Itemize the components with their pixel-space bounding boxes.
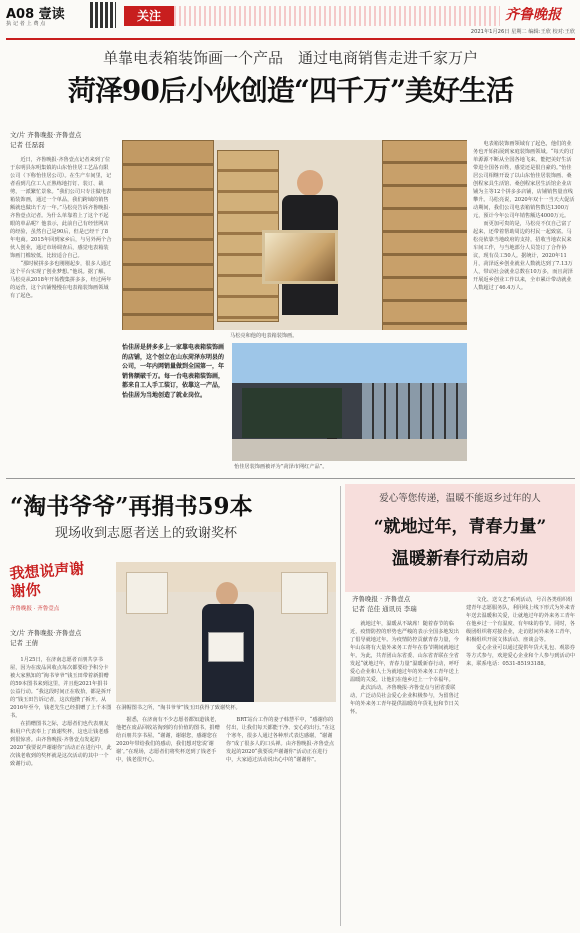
story1-photo-building bbox=[232, 343, 467, 461]
story3-headline-2: 温暖新春行动启动 bbox=[392, 549, 528, 569]
follow-tag: 关注 bbox=[124, 6, 174, 26]
story2-photo bbox=[116, 562, 336, 702]
story1-caption-2: 怡佳居装饰画被评为“菏泽市网红产品”。 bbox=[234, 464, 328, 470]
newspaper-logo: 齐鲁晚报 bbox=[505, 7, 561, 23]
masthead-rule bbox=[6, 38, 575, 40]
story2-column-3: BRT站台工作的妻子韩慧平中，“感谢你的付出，让我们每天都能干净、安心的出行。”在这个寒冬，很多人通过各种形式表达感谢，“谢谢你”成了很多人的口头禅。由齐鲁晚报·齐鲁壹点发起的2020“我要说声谢谢你”活动正在进行中，大家通过活动说出心中的“谢谢你”。 bbox=[226, 717, 335, 763]
proof: 校对:王欣 bbox=[552, 29, 575, 35]
story1-caption-1: 马松亮和他的电表箱装饰画。 bbox=[230, 333, 298, 339]
story1-kicker: 单靠电表箱装饰画一个产品 通过电商销售走进千家万户 bbox=[102, 49, 478, 67]
column-divider bbox=[340, 486, 341, 926]
story3-byline: 齐鲁晚报 · 齐鲁壹点 记者 范佳 通讯员 李瑞 bbox=[352, 595, 417, 613]
thank-you-stamp-logo: 我想说声谢谢你 齐鲁晚报 · 齐鲁壹点 bbox=[8, 559, 85, 612]
section-divider bbox=[6, 478, 575, 479]
story2-caption: 在洞帽图书之所，“淘书爷爷”钱玉田获得了致谢奖杯。 bbox=[116, 705, 241, 711]
date-line bbox=[380, 28, 575, 36]
page-label: A08 壹读 bbox=[6, 7, 65, 22]
story2-column-2: 据悉，在济南有不少志愿者都知道钱老，他把在废品回收站淘到的有价值的图书，捐赠给百朋共享书屋。“谢谢，谢谢您，感谢您在2020年带给我们的感动，我们想对您说‘谢谢’。”在现场，志愿者们将奖杯送到了钱老手中，钱老很开心。 bbox=[116, 717, 220, 763]
story3-headline-1: “就地过年，青春力量” bbox=[373, 517, 547, 537]
story1-pullquote: 怡佳居是拼多多上一家靠电表箱装饰画的店铺，这个创立在山东菏泽东明县的公司，一年内网销量做到全国第一，年销售额破千万。每一台电表箱装饰画，都来自工人手工装订，依靠这一产品，怡佳居为当地创造了就业岗位。 bbox=[122, 344, 225, 399]
story3-column-1: 就地过年，温暖从不缺席！随着春节的临近，疫情防控的形势也严峻的表示全国多地发出了倡导就地过年。为疫情防控贡献青春力量，今年山东将有大量外来务工青年在春节期间就地过年。为此，共青团山东省委、山东省青联在全省发起“就地过年，青春力量”温暖新春行动，呼吁爱心企业和人士为就地过年的外来务工青年送上温暖的关爱，让他们在他乡过上一个幸福年。 此次活动，齐鲁晚报·齐鲁壹点与团省委联动，广泛动员社会爱心企业积极参与，为留鲁过年的外来务工青年提供温暖的年货礼包和节日关怀。 bbox=[350, 621, 460, 715]
weekday: 星期二 bbox=[511, 29, 527, 35]
masthead-editor-line: 执 记 者 上 费 点 bbox=[6, 21, 46, 27]
story1-column-3: 电表箱装饰画领域有了起色，他们的业务也开始拓展到家庭装饰画领域。“每天的订单源源不断从全国各地飞来，能把美好生活带进全国各百姓，感觉还是很自豪的。”怡佳居公司相继开设了以山东怡佳居装饰画、桑创程家具生活馆、桑创程家居生活馆企业店铺为主等12个拼多多店铺，店铺销售量直线攀升。马松亮说，2020年双十一当天大促活动期间，我们公司电表箱销售数达1300万元，预计今年公司年销售额达4000万元。 而更加可贵的是，马松亮不仅自己富了起来，还带着帮助周边的村民一起致富。马松亮依靠当地政府的支持，招收当地农民来车间工作，与当地部分人员签订了合作协议，现有员工50人。据统计，2020年11月，菏泽返乡创业就业人数就达到了7.13万人，带动社会就业总数在10万多，而且菏泽开展返乡创业工作以来，全市累计带动就业人数超过了46.4万人。 bbox=[473, 141, 575, 291]
story2-column-1: 1月25日，在济南志愿者百朋共享书屋，因为在废品回收点每次都要给予积分卡被大家熟知的“淘书爷爷”钱玉田带着新捐赠的59本图书来到这里，并且他2021年捐书公益行动。“我这段时间正在收拾，都是拆开的”钱玉田告诉记者，这次他攒了拆开。从2016年至今，钱老先生已经捐赠了上千本图书。 在捐赠图书之际，志愿者们也代表朋友和用户代表奉上了致谢奖杯，这也让钱老感到很惊喜。由齐鲁晚报·齐鲁壹点发起的2020“我要说声谢谢你”活动正在进行中，此次钱老收到的奖杯就是这次活动的其中一个致谢行动。 bbox=[10, 657, 112, 767]
editor: 编辑:王欣 bbox=[528, 29, 551, 35]
story2-byline: 文/片 齐鲁晚报·齐鲁壹点 记者 王倩 bbox=[10, 629, 82, 647]
date: 2021年1月26日 bbox=[470, 29, 510, 35]
story1-photo-warehouse bbox=[122, 140, 467, 330]
follow-tag-stripe bbox=[174, 6, 500, 26]
story1-headline: 菏泽90后小伙创造“四千万”美好生活 bbox=[67, 74, 514, 107]
story1-column-1: 近日，齐鲁晚报·齐鲁壹点记者来到了位于东明县东明集镇的山东怡佳居工艺品有限公司（下称怡佳居公司）。在生产车间里，记者看到几位工人正熟练地打钉、装订、裁剪，一派繁忙景象。“我们公司只专注做电表箱装饰画，通过一个单品，我们跨域的销售额就也做出千万一年。”马松亮告诉齐鲁晚报·齐鲁壹点记者。为什么单靠着上了这个不起眼的单品呢？他表示，此前自己有经营网店的经验，虽然自己是90后，但是已经干了8年电商。2015年回到家乡后，与另外两个合伙人创业，通过市场调查后，感觉电表箱装饰画门槛较低，比较适合自己。 “那时候拼多多也刚刚起步，很多人通过这个平台实现了创业梦想。”他说。据了解，马松亮从2018年开始搜集拼多多，经过两年的运营，这个店铺慢慢在电表箱装饰画领域有了起色。 bbox=[10, 157, 112, 299]
story2-subhead: 现场收到志愿者送上的致谢奖杯 bbox=[55, 526, 238, 541]
qr-code-icon bbox=[90, 2, 116, 28]
story3-column-2: 文化、送文艺”系列活动，号召各类组织组建青年志愿服务队，利用线上线下形式为外来青年送去温暖和关爱，让就地过年的外来务工青年在他乡过一个有温度、有年味的春节。同时，各级团组织将对接企业，走访慰问外来务工青年，积极组织开展文体活动、座谈会等。 爱心企业可以通过提供年货大礼包、观影券等方式参与，欢迎爱心企业和个人参与到活动中来，联系电话：0531-85193188。 bbox=[466, 597, 575, 667]
story1-byline: 文/片 齐鲁晚报·齐鲁壹点 记者 任磊磊 bbox=[10, 131, 82, 149]
story3-kicker: 爱心等您传递，温暖不能返乡过年的人 bbox=[379, 493, 541, 504]
story2-headline: “淘书爷爷”再捐书59本 bbox=[10, 493, 253, 520]
